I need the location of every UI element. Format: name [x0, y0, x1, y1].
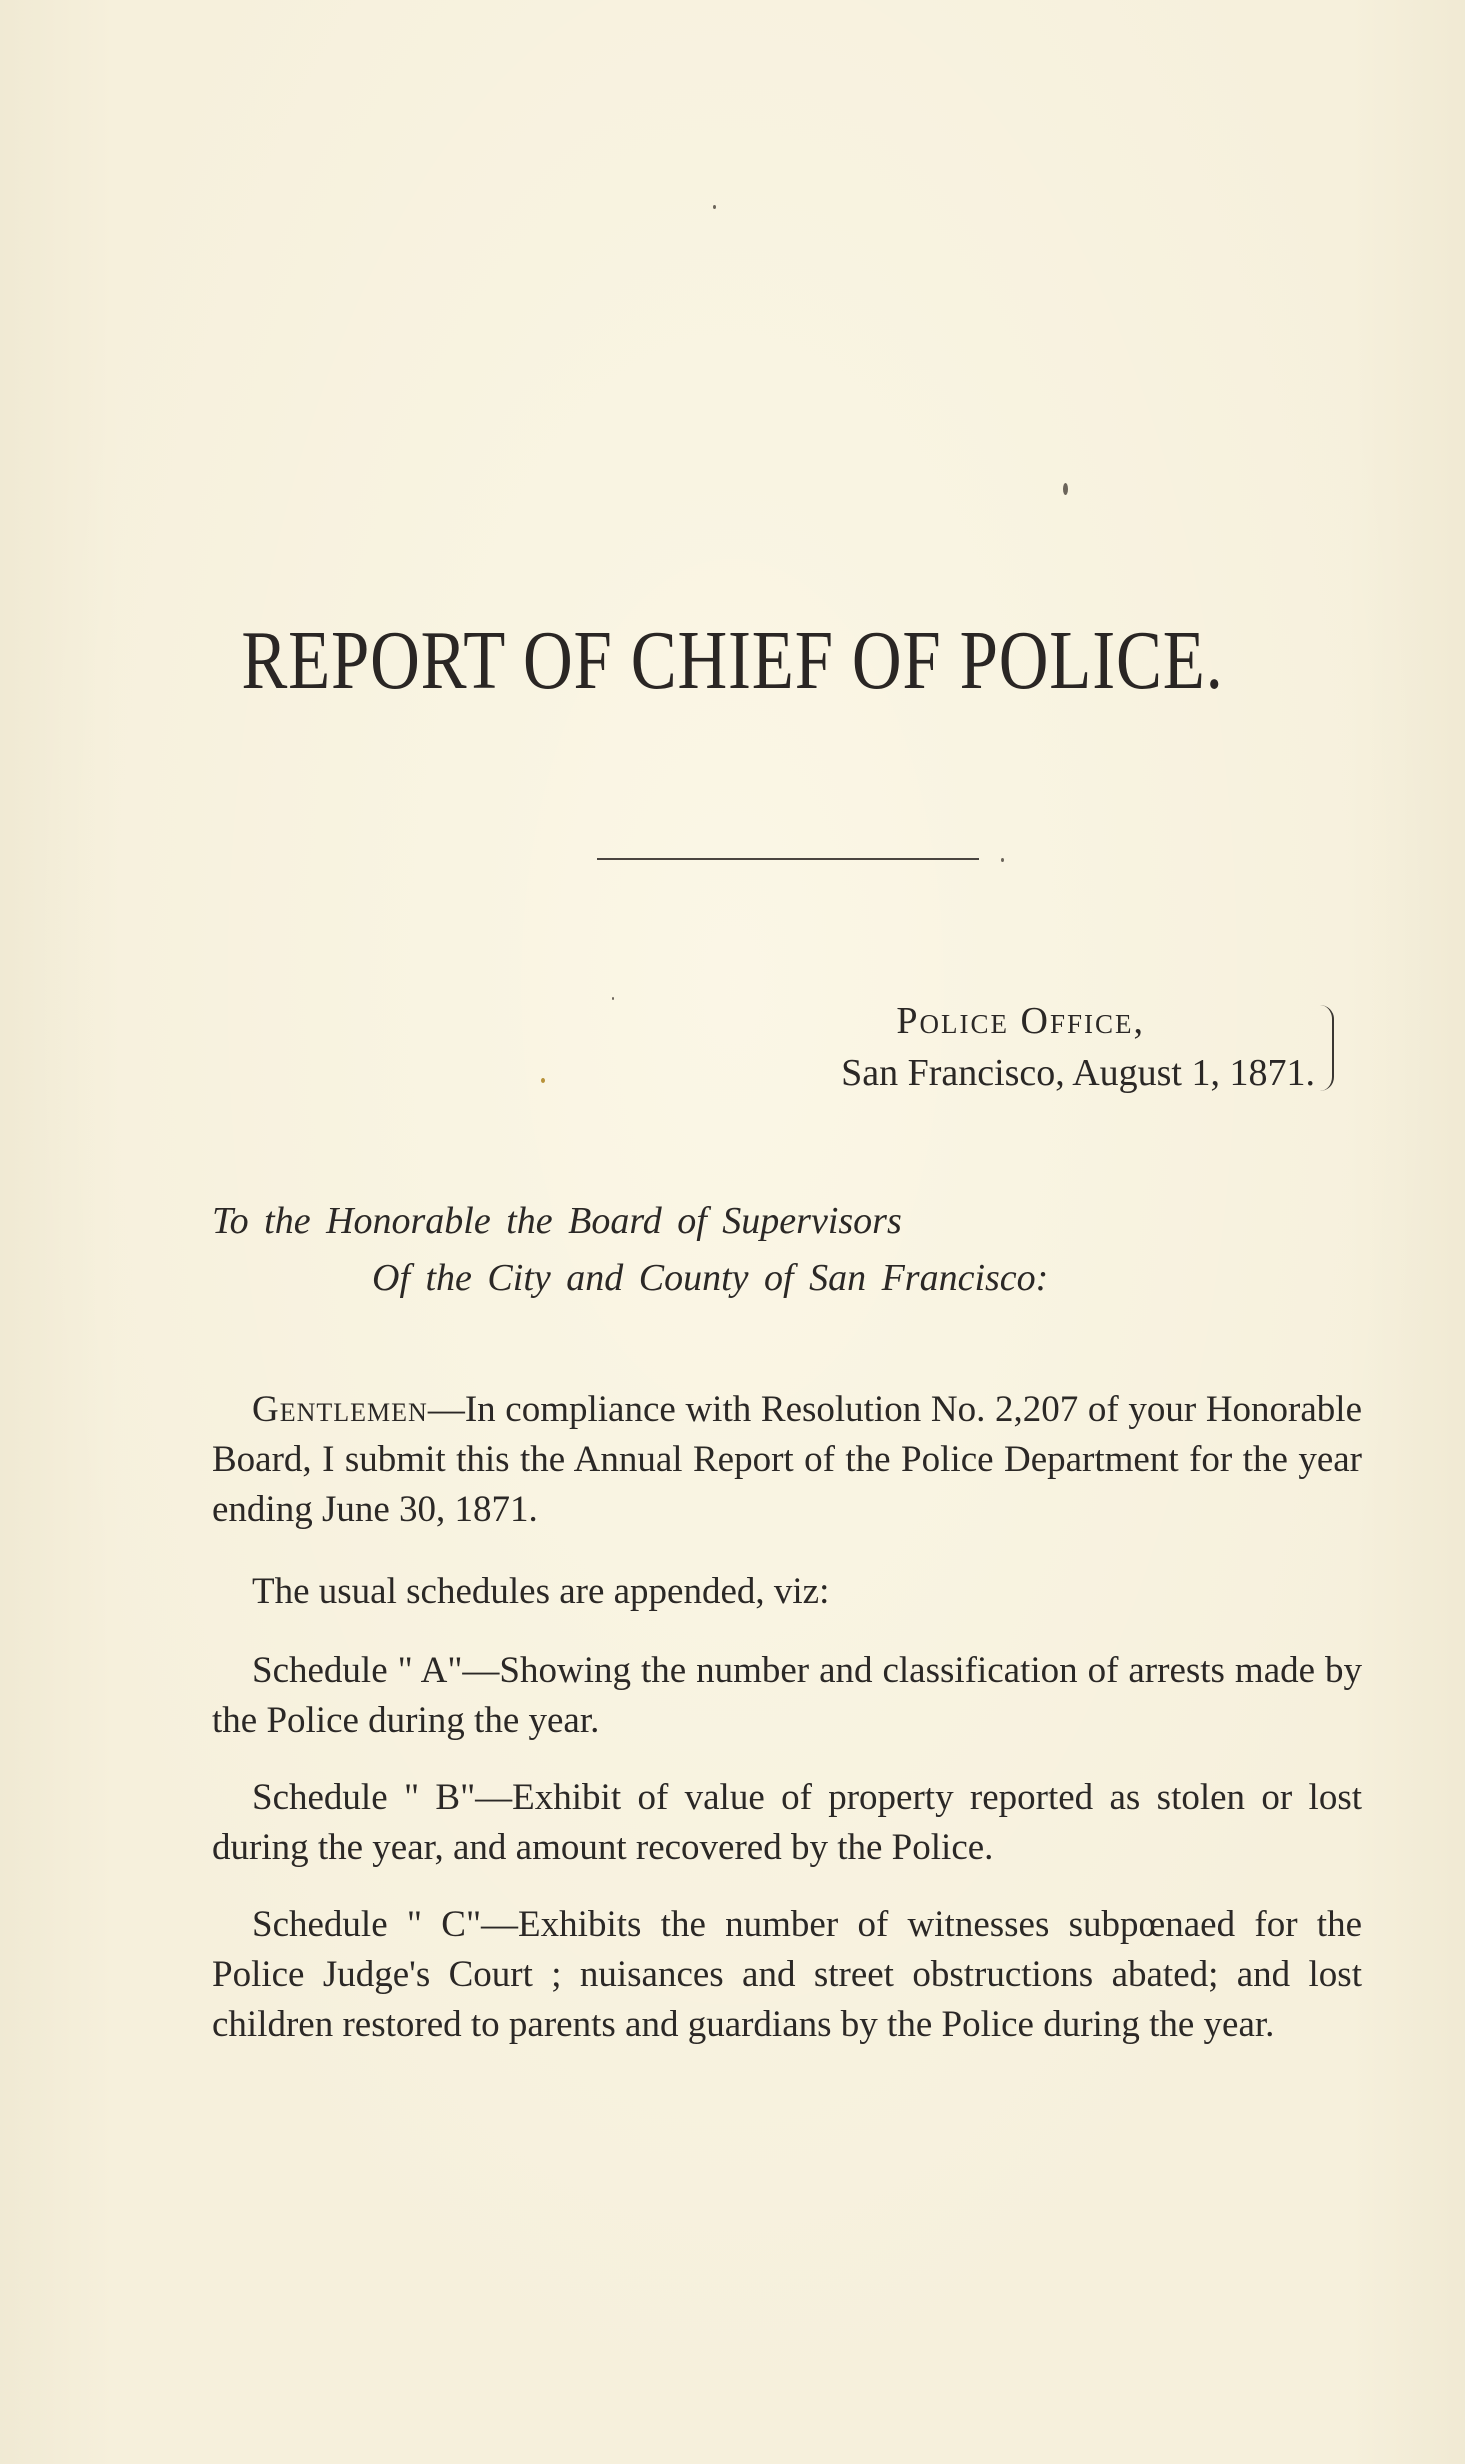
dateline [841, 995, 1315, 1099]
paragraph-1 [212, 1385, 1362, 1535]
paragraph-3 [212, 1646, 1362, 1746]
print-speck [1001, 858, 1004, 862]
paragraph-2 [212, 1567, 1362, 1617]
salutation: Gentlemen [252, 1389, 428, 1430]
paragraph-3-text: Schedule " A"—Showing the number and classification of arrests made by the Police during the year. [212, 1650, 1362, 1741]
address-line-1: To the Honorable the Board of Supervisors [212, 1200, 902, 1242]
print-speck [713, 205, 716, 209]
print-speck [1063, 483, 1068, 495]
paragraph-5 [212, 1900, 1362, 2050]
print-speck [541, 1078, 545, 1083]
page-title: REPORT OF CHIEF OF POLICE. [241, 614, 1224, 707]
paragraph-4 [212, 1773, 1362, 1873]
print-speck [612, 997, 614, 1000]
dateline-brace [1318, 1005, 1334, 1091]
paragraph-2-text: The usual schedules are appended, viz: [252, 1571, 830, 1612]
paragraph-4-text: Schedule " B"—Exhibit of value of property reported as stolen or lost during the year, and amount recovered by the Police. [212, 1777, 1362, 1868]
title-divider [597, 858, 979, 860]
paragraph-5-text: Schedule " C"—Exhibits the number of witnesses subpœnaed for the Police Judge's Court ; nuisances and street obstructions abated; and lost children restored to parents and guardians by the Police during the year. [212, 1904, 1362, 2045]
paragraph-1-text: —In compliance with Resolution No. 2,207 of your Honorable Board, I submit this the Annual Report of the Police Department for the year ending June 30, 1871. [212, 1389, 1362, 1530]
dateline-office: Police Office, [896, 1000, 1145, 1042]
address-line-2: Of the City and County of San Francisco: [372, 1257, 1049, 1299]
dateline-place-date: San Francisco, August 1, 1871. [841, 1052, 1315, 1094]
